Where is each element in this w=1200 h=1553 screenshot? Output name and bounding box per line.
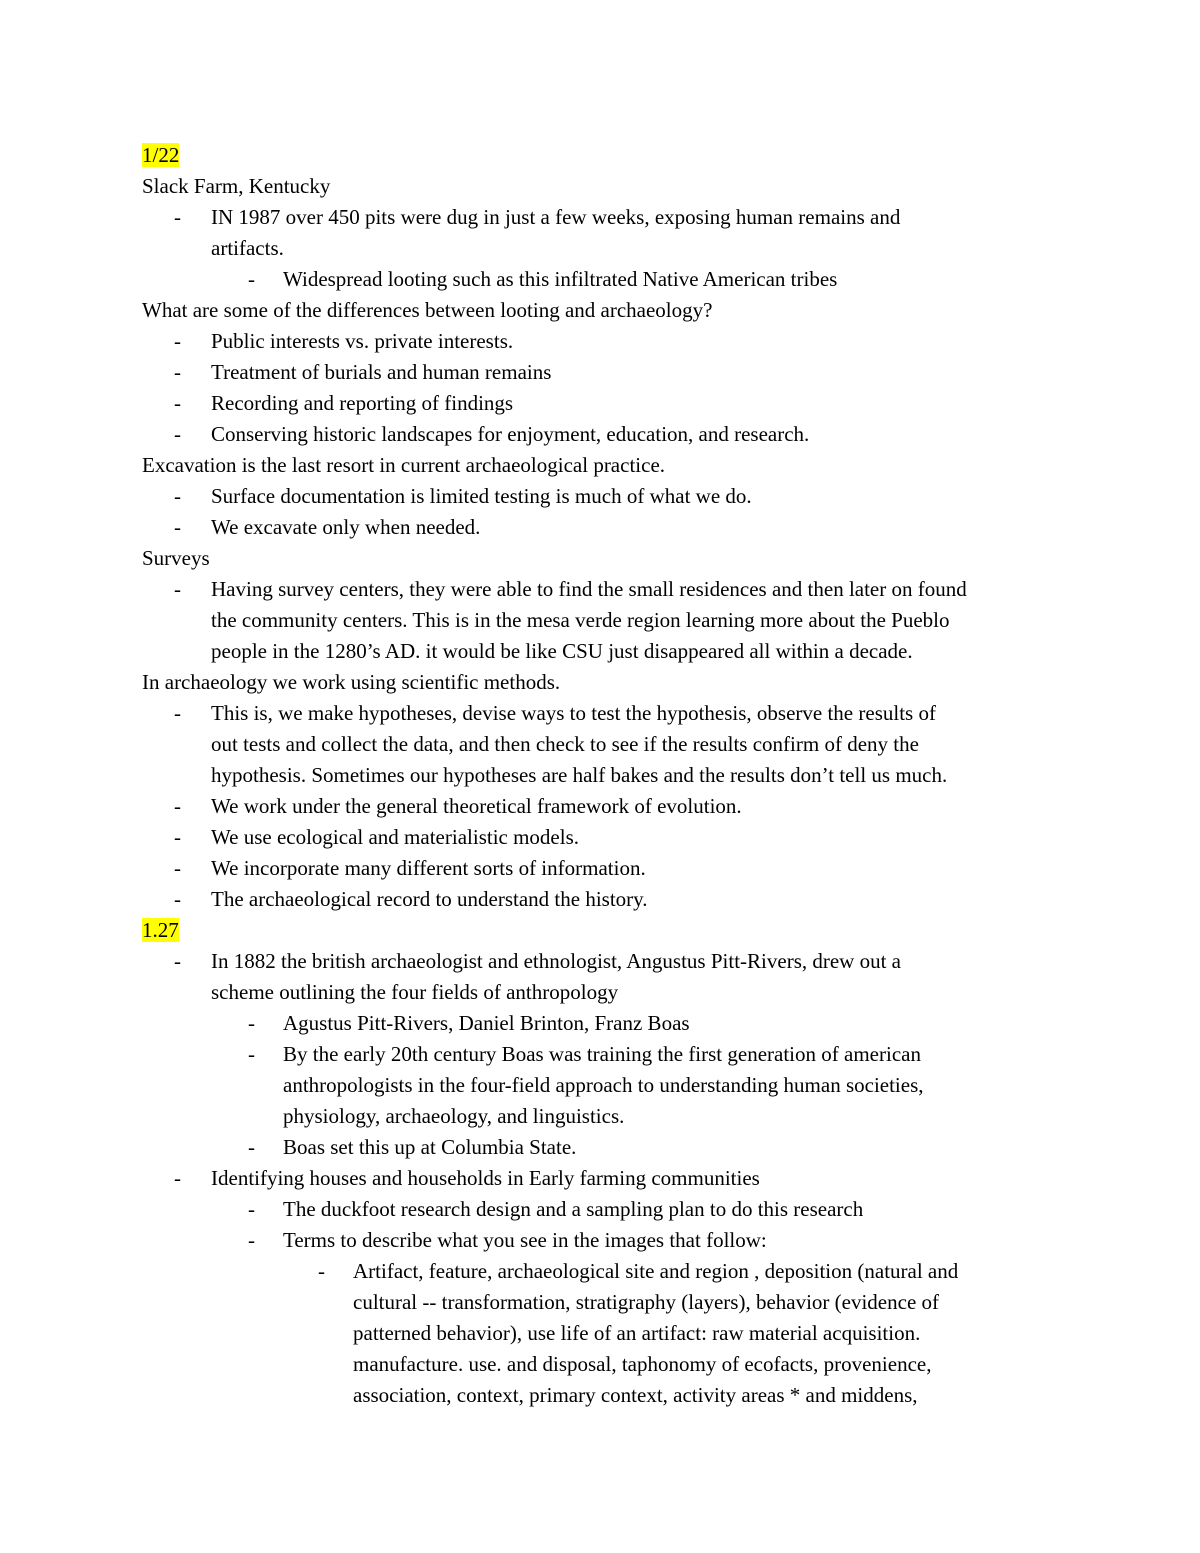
bullet-text-line: Boas set this up at Columbia State. [283,1135,577,1159]
bullet-text-line: manufacture. use. and disposal, taphonomy of ecofacts, provenience, [353,1352,932,1376]
highlighted-date: 1/22 [142,143,180,167]
bullet-dash: - [174,825,181,849]
bullet-item-level-1 [142,512,1072,543]
bullet-text-line: In 1882 the british archaeologist and ethnologist, Angustus Pitt-Rivers, drew out a [211,949,901,973]
bullet-dash: - [248,1197,255,1221]
bullet-item-level-1 [142,481,1072,512]
bullet-item-level-1 [142,574,1072,667]
section-heading: In archaeology we work using scientific methods. [142,670,561,694]
bullet-text-line: out tests and collect the data, and then check to see if the results confirm of deny the [211,732,919,756]
bullet-dash: - [174,701,181,725]
date-marker [142,915,1072,946]
bullet-dash: - [174,887,181,911]
section-heading: Excavation is the last resort in current archaeological practice. [142,453,666,477]
bullet-text-line: Treatment of burials and human remains [211,360,552,384]
bullet-dash: - [174,360,181,384]
bullet-item-level-1 [142,202,1072,264]
bullet-text-line: Having survey centers, they were able to find the small residences and then later on found [211,577,967,601]
bullet-text-line: artifacts. [211,236,284,260]
bullet-dash: - [174,391,181,415]
section-heading: Surveys [142,546,210,570]
bullet-text-line: This is, we make hypotheses, devise ways to test the hypothesis, observe the results of [211,701,936,725]
bullet-dash: - [318,1259,325,1283]
bullet-text-line: hypothesis. Sometimes our hypotheses are half bakes and the results don’t tell us much. [211,763,948,787]
bullet-dash: - [174,515,181,539]
bullet-item-level-1 [142,326,1072,357]
bullet-text-line: Agustus Pitt-Rivers, Daniel Brinton, Franz Boas [283,1011,690,1035]
bullet-item-level-2 [142,264,1072,295]
bullet-item-level-2 [142,1008,1072,1039]
bullet-dash: - [174,205,181,229]
bullet-dash: - [174,794,181,818]
bullet-item-level-1 [142,698,1072,791]
bullet-text-line: The duckfoot research design and a sampling plan to do this research [283,1197,864,1221]
bullet-text-line: Artifact, feature, archaeological site and region , deposition (natural and [353,1259,959,1283]
bullet-dash: - [174,1166,181,1190]
bullet-text-line: people in the 1280’s AD. it would be like CSU just disappeared all within a decade. [211,639,913,663]
bullet-item-level-2 [142,1132,1072,1163]
bullet-text-line: Recording and reporting of findings [211,391,514,415]
bullet-item-level-1 [142,884,1072,915]
bullet-item-level-1 [142,419,1072,450]
bullet-text-line: Public interests vs. private interests. [211,329,514,353]
bullet-text-line: We incorporate many different sorts of information. [211,856,646,880]
bullet-text-line: Conserving historic landscapes for enjoyment, education, and research. [211,422,810,446]
bullet-dash: - [174,577,181,601]
date-marker [142,140,1072,171]
bullet-item-level-1 [142,388,1072,419]
bullet-text-line: Surface documentation is limited testing is much of what we do. [211,484,752,508]
bullet-dash: - [248,1011,255,1035]
bullet-dash: - [174,484,181,508]
bullet-item-level-1 [142,1163,1072,1194]
section-heading: Slack Farm, Kentucky [142,174,331,198]
bullet-dash: - [174,949,181,973]
bullet-item-level-2 [142,1039,1072,1132]
bullet-item-level-1 [142,946,1072,1008]
bullet-text-line: The archaeological record to understand the history. [211,887,648,911]
bullet-dash: - [174,856,181,880]
section-heading: What are some of the differences between looting and archaeology? [142,298,713,322]
bullet-text-line: We excavate only when needed. [211,515,481,539]
bullet-text-line: Widespread looting such as this infiltrated Native American tribes [283,267,838,291]
bullet-text-line: Terms to describe what you see in the images that follow: [283,1228,767,1252]
bullet-text-line: cultural -- transformation, stratigraphy (layers), behavior (evidence of [353,1290,940,1314]
bullet-text-line: By the early 20th century Boas was training the first generation of american [283,1042,921,1066]
bullet-item-level-1 [142,822,1072,853]
bullet-dash: - [248,1228,255,1252]
bullet-text-line: physiology, archaeology, and linguistics. [283,1104,625,1128]
bullet-dash: - [248,1042,255,1066]
bullet-text-line: We work under the general theoretical framework of evolution. [211,794,742,818]
bullet-item-level-2 [142,1225,1072,1256]
bullet-text-line: patterned behavior), use life of an artifact: raw material acquisition. [353,1321,921,1345]
bullet-item-level-1 [142,357,1072,388]
bullet-text-line: the community centers. This is in the mesa verde region learning more about the Pueblo [211,608,950,632]
bullet-text-line: Identifying houses and households in Early farming communities [211,1166,760,1190]
bullet-text-line: IN 1987 over 450 pits were dug in just a few weeks, exposing human remains and [211,205,901,229]
bullet-dash: - [248,1135,255,1159]
bullet-item-level-3 [142,1256,1072,1411]
bullet-item-level-1 [142,853,1072,884]
notes-body [142,140,1072,1411]
bullet-text-line: association, context, primary context, activity areas * and middens, [353,1383,918,1407]
bullet-text-line: scheme outlining the four fields of anthropology [211,980,619,1004]
bullet-item-level-1 [142,791,1072,822]
bullet-text-line: We use ecological and materialistic models. [211,825,580,849]
bullet-text-line: anthropologists in the four-field approach to understanding human societies, [283,1073,924,1097]
bullet-dash: - [174,329,181,353]
bullet-item-level-2 [142,1194,1072,1225]
highlighted-date: 1.27 [142,918,179,942]
bullet-dash: - [174,422,181,446]
bullet-dash: - [248,267,255,291]
